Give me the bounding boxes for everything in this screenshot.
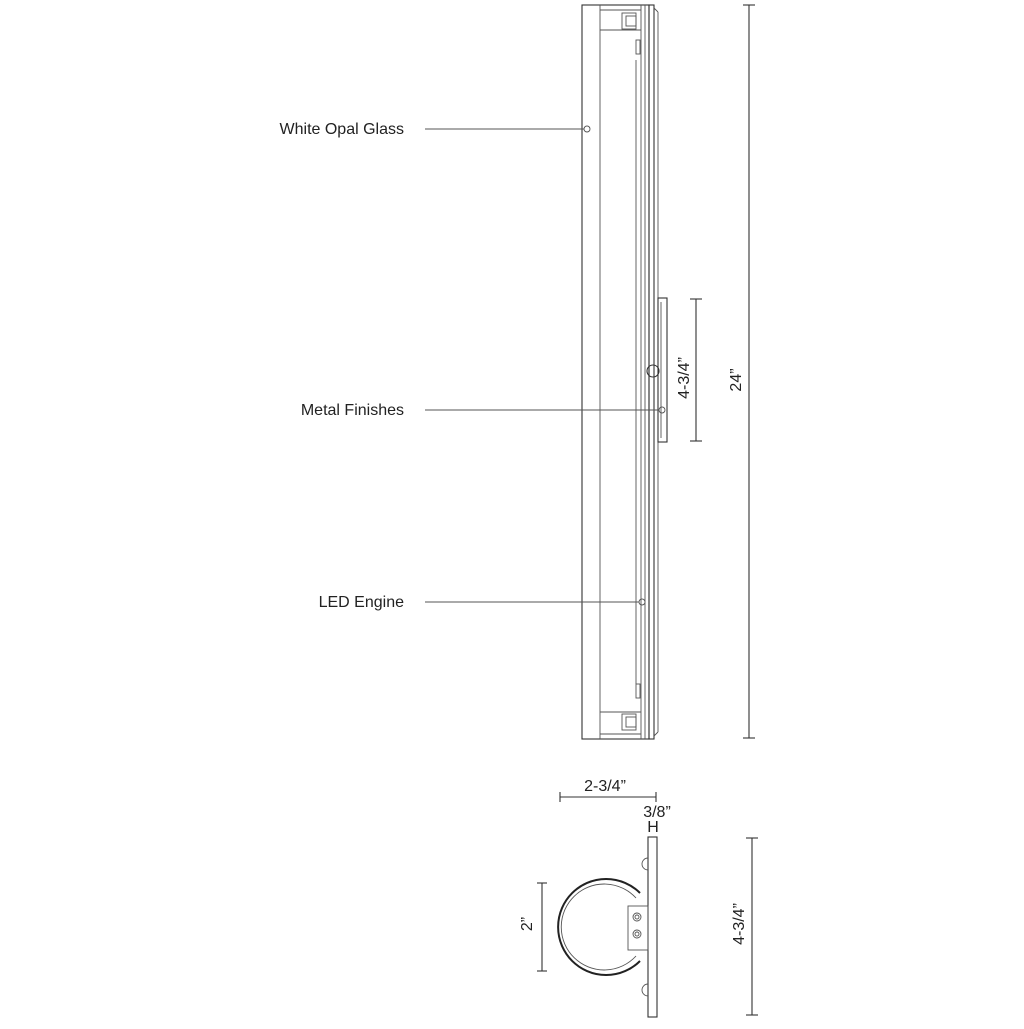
dim-label-side-backplate: 4-3/4” <box>731 903 748 945</box>
dimension-overall-height <box>728 5 755 738</box>
dim-label-24: 24” <box>728 368 745 392</box>
side-section-view <box>519 778 758 1017</box>
callout-label-white-opal-glass: White Opal Glass <box>279 121 404 138</box>
dim-label-thickness: 3/8” <box>643 804 671 821</box>
dimension-side-backplate <box>731 838 758 1015</box>
callout-led-engine <box>319 594 645 611</box>
callout-metal-finishes <box>301 402 665 419</box>
side-backplate <box>648 837 657 1017</box>
dimension-depth <box>560 778 656 802</box>
dim-label-ring: 2” <box>519 916 536 932</box>
callout-label-metal-finishes: Metal Finishes <box>300 402 404 419</box>
front-elevation <box>582 5 667 739</box>
callout-white-opal-glass <box>280 121 590 138</box>
dimension-backplate-height <box>676 299 702 441</box>
dim-label-h-marker: H <box>647 819 659 836</box>
glass-diffuser <box>582 5 649 739</box>
callout-label-led-engine: LED Engine <box>318 594 404 611</box>
dim-label-depth: 2-3/4” <box>584 778 626 795</box>
metal-frame <box>649 5 654 739</box>
dimension-thickness <box>643 804 671 836</box>
dimension-ring-diameter <box>519 883 547 971</box>
dim-label-backplate: 4-3/4” <box>676 357 693 399</box>
